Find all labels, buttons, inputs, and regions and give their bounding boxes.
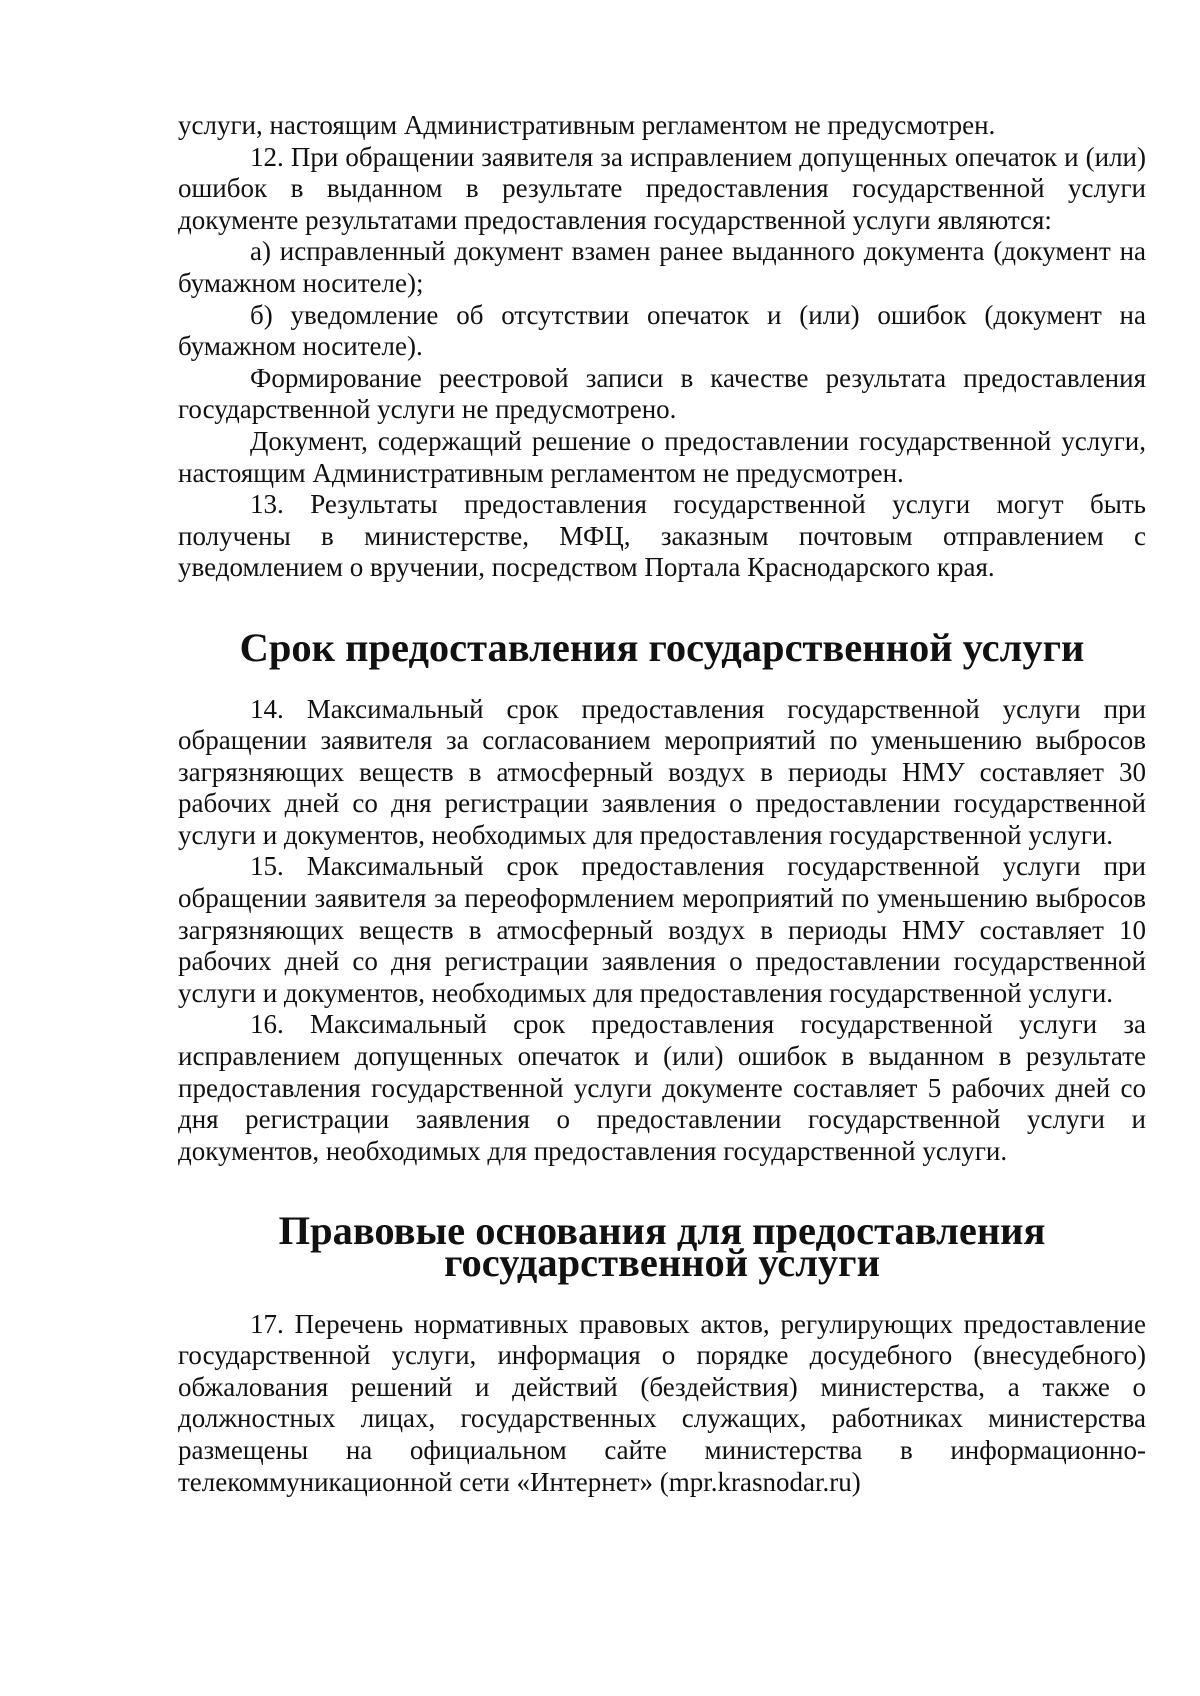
section-heading-legal-basis [178,1208,1146,1285]
paragraph-item-15: 15. Максимальный срок предоставления государственной услуги при обращении заявителя за переоформлением мероприятий по уменьшению выбросов загрязняющих веществ в атмосферный воздух в периоды НМУ составляет 10 рабочих дней со дня регистрации заявления о предоставлении государственной услуги и документов, необходимых для предоставления государственной услуги. [178,851,1146,1008]
document-page [178,110,1146,1498]
paragraph-item-16: 16. Максимальный срок предоставления государственной услуги за исправлением допущенных опечаток и (или) ошибок в выданном в результате предоставления государственной услуги документе составляет 5 рабочих дней со дня регистрации заявления о предоставлении государственной услуги и документов, необходимых для предоставления государственной услуги. [178,1009,1146,1166]
paragraph-item-12a: а) исправленный документ взамен ранее выданного документа (документ на бумажном носителе); [178,236,1146,298]
paragraph-registry-record: Формирование реестровой записи в качестве результата предоставления государственной услуги не предусмотрено. [178,362,1146,425]
paragraph-item-13: 13. Результаты предоставления государственной услуги могут быть получены в министерстве, МФЦ, заказным почтовым отправлением с уведомлением о вручении, посредством Портала Краснодарского края. [178,489,1146,583]
section-heading-legal-basis-line-1: Правовые основания для предоставления [278,1208,1046,1254]
section-heading-term-line-1: Срок предоставления государственной услуги [239,624,1085,670]
paragraph-item-17: 17. Перечень нормативных правовых актов, регулирующих предоставление государственной услуги, информация о порядке досудебного (внесудебного) обжалования решений и действий (бездействия) министерства, а также о должностных лицах, государственных служащих, работниках министерства размещены на официальном сайте министерства в информационно-телекоммуникационной сети «Интернет» (mpr.krasnodar.ru) [178,1308,1146,1497]
paragraph-item-12: 12. При обращении заявителя за исправлением допущенных опечаток и (или) ошибок в выданном в результате предоставления государственной услуги документе результатами предоставления государственной услуги являются: [178,141,1146,235]
paragraph-continuation: услуги, настоящим Административным регламентом не предусмотрен. [178,110,996,140]
paragraph-decision-document: Документ, содержащий решение о предоставлении государственной услуги, настоящим Административным регламентом не предусмотрен. [178,425,1146,488]
paragraph-item-12b: б) уведомление об отсутствии опечаток и (или) ошибок (документ на бумажном носителе). [178,299,1146,362]
paragraph-item-14: 14. Максимальный срок предоставления государственной услуги при обращении заявителя за согласованием мероприятий по уменьшению выбросов загрязняющих веществ в атмосферный воздух в периоды НМУ составляет 30 рабочих дней со дня регистрации заявления о предоставлении государственной услуги и документов, необходимых для предоставления государственной услуги. [178,693,1146,850]
section-heading-legal-basis-line-2: государственной услуги [444,1240,880,1285]
section-heading-term [178,624,1146,670]
